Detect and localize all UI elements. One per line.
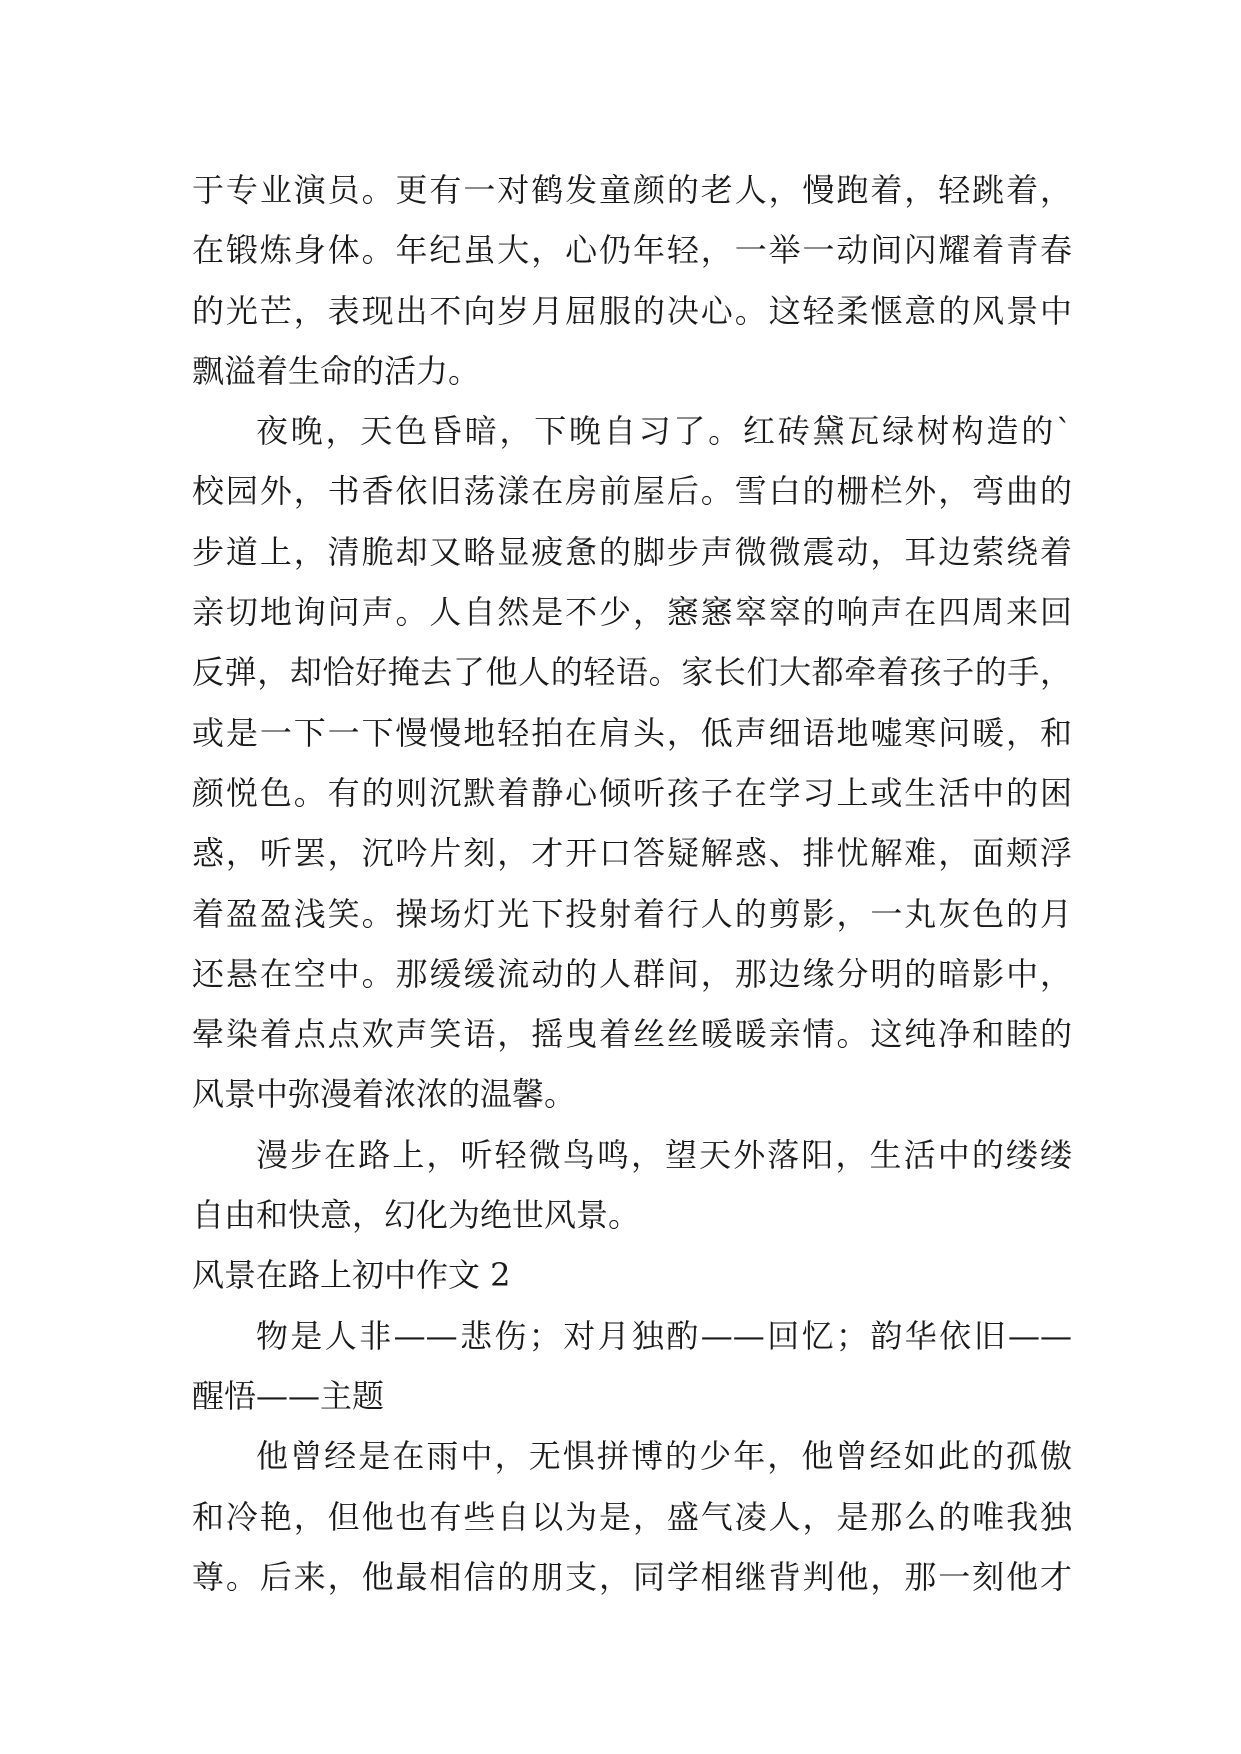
text-line: 惑，听罢，沉吟片刻，才开口答疑解惑、排忧解难，面颊浮 [192, 834, 1072, 873]
document-body [192, 160, 1072, 1607]
text-line: 校园外，书香依旧荡漾在房前屋后。雪白的栅栏外，弯曲的 [192, 472, 1072, 511]
paragraph-start-line: 漫步在路上，听轻微鸟鸣，望天外落阳，生活中的缕缕 [256, 1135, 1072, 1174]
paragraph-start-line: 他曾经是在雨中，无惧拼博的少年，他曾经如此的孤傲 [256, 1437, 1072, 1476]
text-line: 尊。后来，他最相信的朋支，同学相继背判他，那一刻他才 [192, 1557, 1072, 1596]
text-line: 亲切地询问声。人自然是不少，窸窸窣窣的响声在四周来回 [192, 593, 1072, 632]
text-line: 风景中弥漫着浓浓的温馨。 [192, 1075, 577, 1114]
text-line: 颜悦色。有的则沉默着静心倾听孩子在学习上或生活中的困 [192, 773, 1072, 812]
text-line: 在锻炼身体。年纪虽大，心仍年轻，一举一动间闪耀着青春 [192, 231, 1072, 270]
text-line: 晕染着点点欢声笑语，摇曳着丝丝暖暖亲情。这纯净和睦的 [192, 1015, 1072, 1054]
text-line: 的光芒，表现出不向岁月屈服的决心。这轻柔惬意的风景中 [192, 291, 1072, 330]
paragraph-start-line: 物是人非——悲伤；对月独酌——回忆；韵华依旧—— [256, 1316, 1072, 1355]
paragraph-start-line: 夜晚，天色昏暗，下晚自习了。红砖黛瓦绿树构造的` [256, 412, 1072, 451]
text-line: 反弹，却恰好掩去了他人的轻语。家长们大都牵着孩子的手， [192, 653, 1072, 692]
text-line: 飘溢着生命的活力。 [192, 351, 481, 390]
text-line: 自由和快意，幻化为绝世风景。 [192, 1196, 641, 1235]
text-line: 醒悟——主题 [192, 1376, 385, 1415]
text-line: 于专业演员。更有一对鹤发童颜的老人，慢跑着，轻跳着， [192, 171, 1072, 209]
text-line: 还悬在空中。那缓缓流动的人群间，那边缘分明的暗影中， [192, 954, 1072, 993]
text-line: 或是一下一下慢慢地轻拍在肩头，低声细语地嘘寒问暖，和 [192, 713, 1072, 752]
text-line: 着盈盈浅笑。操场灯光下投射着行人的剪影，一丸灰色的月 [192, 894, 1072, 933]
section-heading: 风景在路上初中作文 2 [192, 1256, 511, 1295]
text-line: 和冷艳，但他也有些自以为是，盛气凌人，是那么的唯我独 [192, 1497, 1072, 1536]
text-line: 步道上，清脆却又略显疲惫的脚步声微微震动，耳边萦绕着 [192, 532, 1072, 571]
